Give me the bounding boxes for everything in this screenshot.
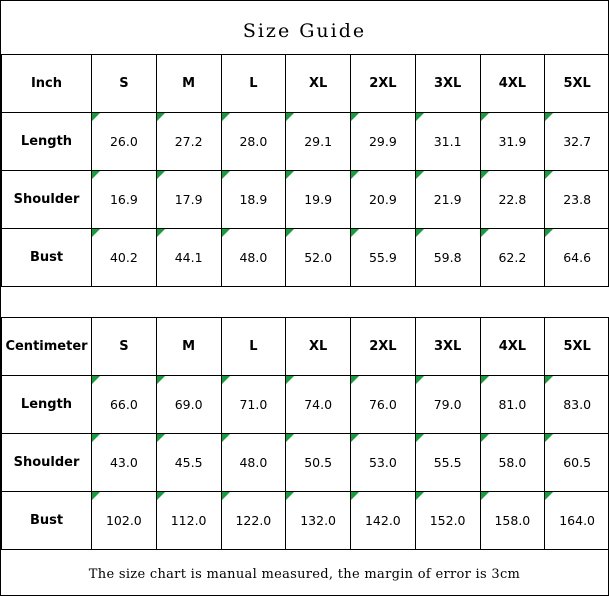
size-header-xl: XL <box>286 55 351 113</box>
cell-inch-length-s: 26.0 <box>92 113 157 171</box>
cell-inch-shoulder-s: 16.9 <box>92 171 157 229</box>
cell-inch-bust-4xl: 62.2 <box>480 229 545 287</box>
cell-inch-shoulder-m: 17.9 <box>156 171 221 229</box>
cell-cm-length-l: 71.0 <box>221 376 286 434</box>
size-header-xl: XL <box>286 318 351 376</box>
cell-cm-bust-xl: 132.0 <box>286 492 351 550</box>
cell-inch-bust-3xl: 59.8 <box>415 229 480 287</box>
cell-cm-shoulder-l: 48.0 <box>221 434 286 492</box>
cell-cm-length-5xl: 83.0 <box>545 376 609 434</box>
size-header-5xl: 5XL <box>545 318 609 376</box>
cell-cm-length-3xl: 79.0 <box>415 376 480 434</box>
cell-cm-shoulder-xl: 50.5 <box>286 434 351 492</box>
table-row <box>2 171 609 229</box>
size-header-4xl: 4XL <box>480 318 545 376</box>
cell-cm-bust-4xl: 158.0 <box>480 492 545 550</box>
table-header-row <box>2 318 609 376</box>
cell-cm-length-xl: 74.0 <box>286 376 351 434</box>
size-header-5xl: 5XL <box>545 55 609 113</box>
cell-inch-length-m: 27.2 <box>156 113 221 171</box>
cell-cm-length-2xl: 76.0 <box>351 376 416 434</box>
cell-inch-bust-s: 40.2 <box>92 229 157 287</box>
cell-inch-shoulder-2xl: 20.9 <box>351 171 416 229</box>
cell-inch-length-3xl: 31.1 <box>415 113 480 171</box>
size-header-2xl: 2XL <box>351 55 416 113</box>
cell-cm-bust-2xl: 142.0 <box>351 492 416 550</box>
cell-cm-shoulder-m: 45.5 <box>156 434 221 492</box>
table-separator <box>1 287 609 317</box>
cell-inch-bust-l: 48.0 <box>221 229 286 287</box>
cell-cm-bust-l: 122.0 <box>221 492 286 550</box>
size-header-3xl: 3XL <box>415 318 480 376</box>
size-header-m: M <box>156 318 221 376</box>
size-table-inch <box>1 54 609 287</box>
table-row <box>2 492 609 550</box>
cell-inch-shoulder-xl: 19.9 <box>286 171 351 229</box>
unit-header-centimeter: Centimeter <box>2 318 92 376</box>
cell-cm-shoulder-3xl: 55.5 <box>415 434 480 492</box>
size-header-s: S <box>92 55 157 113</box>
row-header-length: Length <box>2 113 92 171</box>
cell-cm-shoulder-s: 43.0 <box>92 434 157 492</box>
row-header-shoulder: Shoulder <box>2 434 92 492</box>
unit-header-inch: Inch <box>2 55 92 113</box>
cell-cm-length-s: 66.0 <box>92 376 157 434</box>
cell-inch-length-xl: 29.1 <box>286 113 351 171</box>
cell-inch-bust-xl: 52.0 <box>286 229 351 287</box>
cell-cm-bust-5xl: 164.0 <box>545 492 609 550</box>
cell-inch-length-4xl: 31.9 <box>480 113 545 171</box>
row-header-shoulder: Shoulder <box>2 171 92 229</box>
cell-inch-length-2xl: 29.9 <box>351 113 416 171</box>
size-header-3xl: 3XL <box>415 55 480 113</box>
cell-cm-length-4xl: 81.0 <box>480 376 545 434</box>
cell-inch-shoulder-5xl: 23.8 <box>545 171 609 229</box>
row-header-bust: Bust <box>2 492 92 550</box>
size-header-l: L <box>221 55 286 113</box>
page-title: Size Guide <box>242 20 367 42</box>
row-header-bust: Bust <box>2 229 92 287</box>
table-row <box>2 434 609 492</box>
size-header-2xl: 2XL <box>351 318 416 376</box>
cell-cm-shoulder-5xl: 60.5 <box>545 434 609 492</box>
cell-inch-bust-m: 44.1 <box>156 229 221 287</box>
size-table-centimeter <box>1 317 609 550</box>
cell-inch-length-l: 28.0 <box>221 113 286 171</box>
table-header-row <box>2 55 609 113</box>
cell-cm-bust-m: 112.0 <box>156 492 221 550</box>
size-header-m: M <box>156 55 221 113</box>
cell-inch-shoulder-4xl: 22.8 <box>480 171 545 229</box>
size-header-s: S <box>92 318 157 376</box>
table-row <box>2 229 609 287</box>
table-row <box>2 113 609 171</box>
row-header-length: Length <box>2 376 92 434</box>
cell-inch-length-5xl: 32.7 <box>545 113 609 171</box>
cell-cm-shoulder-4xl: 58.0 <box>480 434 545 492</box>
cell-inch-shoulder-3xl: 21.9 <box>415 171 480 229</box>
cell-inch-shoulder-l: 18.9 <box>221 171 286 229</box>
cell-inch-bust-5xl: 64.6 <box>545 229 609 287</box>
cell-cm-shoulder-2xl: 53.0 <box>351 434 416 492</box>
cell-cm-length-m: 69.0 <box>156 376 221 434</box>
measurement-disclaimer: The size chart is manual measured, the margin of error is 3cm <box>88 567 521 582</box>
size-header-4xl: 4XL <box>480 55 545 113</box>
cell-cm-bust-s: 102.0 <box>92 492 157 550</box>
cell-inch-bust-2xl: 55.9 <box>351 229 416 287</box>
size-header-l: L <box>221 318 286 376</box>
table-row <box>2 376 609 434</box>
cell-cm-bust-3xl: 152.0 <box>415 492 480 550</box>
